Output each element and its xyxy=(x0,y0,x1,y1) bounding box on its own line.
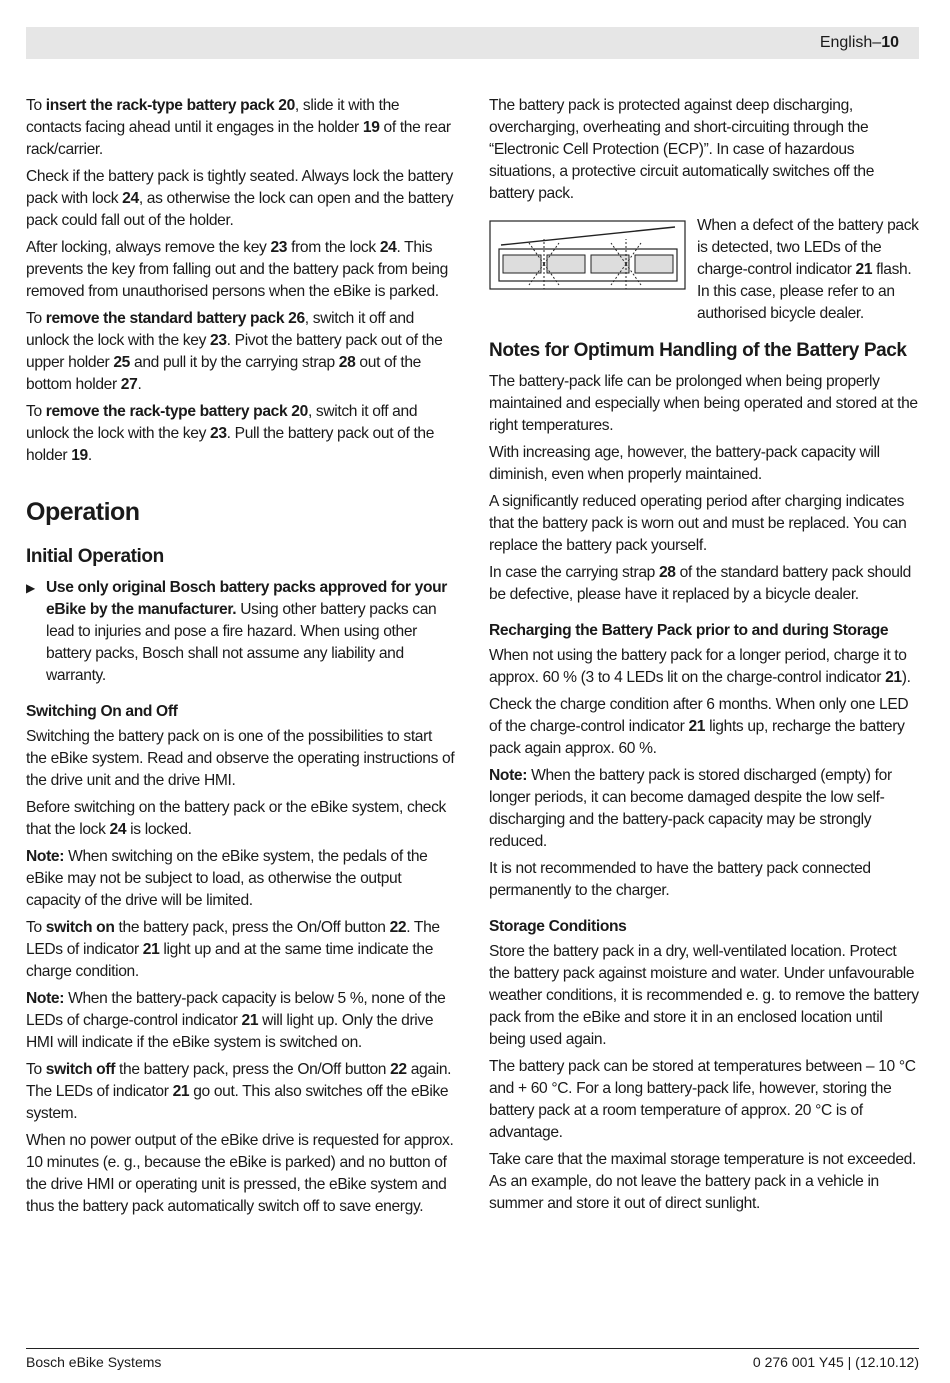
paragraph: After locking, always remove the key 23 from the lock 24. This prevents the key from falling out and the battery pack from being removed from unauthorised persons when the eBike is parked. xyxy=(26,239,448,300)
paragraph: When a defect of the battery pack is detected, two LEDs of the charge-control indicator 21 flash. In this case, please refer to an authorised bicycle dealer. xyxy=(697,217,919,322)
bullet-arrow-icon: ▶ xyxy=(26,581,35,595)
heading-recharging: Recharging the Battery Pack prior to and during Storage xyxy=(489,622,889,639)
warning-bullet: ▶ Use only original Bosch battery packs approved for your eBike by the manufacturer. Using other battery packs can lead to injuries and pose a fire hazard. When using other battery packs, Bosch shall not assume any liability and warranty. xyxy=(26,579,448,684)
paragraph: To remove the standard battery pack 26, switch it off and unlock the lock with the key 23. Pivot the battery pack out of the upper holder 25 and pull it by the carrying strap 28 out of the bottom holder 27. xyxy=(26,310,443,393)
footer-company: Bosch eBike Systems xyxy=(26,1354,162,1370)
paragraph: Before switching on the battery pack or the eBike system, check that the lock 24 is locked. xyxy=(26,799,446,838)
heading-notes: Notes for Optimum Handling of the Battery Pack xyxy=(489,340,907,361)
paragraph: To switch on the battery pack, press the On/Off button 22. The LEDs of indicator 21 light up and at the same time indicate the charge condition. xyxy=(26,919,440,980)
paragraph: A significantly reduced operating period after charging indicates that the battery pack is worn out and must be replaced. You can replace the battery pack yourself. xyxy=(489,493,907,554)
paragraph: When not using the battery pack for a longer period, charge it to approx. 60 % (3 to 4 LEDs lit on the charge-control indicator 21). xyxy=(489,647,911,686)
heading-initial-operation: Initial Operation xyxy=(26,546,164,567)
paragraph: Note: When the battery-pack capacity is below 5 %, none of the LEDs of charge-control indicator 21 will light up. Only the drive HMI will indicate if the eBike system is switched on. xyxy=(26,990,446,1051)
paragraph: The battery pack is protected against deep discharging, overcharging, overheating and short-circuiting through the “Electronic Cell Protection (ECP)”. In case of hazardous situations, a protective circuit automatically switches off the battery pack. xyxy=(489,97,875,202)
page-number: 10 xyxy=(881,34,899,51)
paragraph: To insert the rack-type battery pack 20, slide it with the contacts facing ahead until it engages in the holder 19 of the rear rack/carrier. xyxy=(26,97,451,158)
paragraph: Check if the battery pack is tightly seated. Always lock the battery pack with lock 24, as otherwise the lock can open and the battery pack could fall out of the holder. xyxy=(26,168,454,229)
left-column xyxy=(26,95,456,1223)
paragraph: Take care that the maximal storage temperature is not exceeded. As an example, do not leave the battery pack in a vehicle in summer and store it out of direct sunlight. xyxy=(489,1151,916,1212)
paragraph: In case the carrying strap 28 of the standard battery pack should be defective, please have it replaced by a bicycle dealer. xyxy=(489,564,911,603)
paragraph: The battery pack can be stored at temperatures between – 10 °C and + 60 °C. For a long battery-pack life, however, storing the battery pack at a room temperature of approx. 20 °C is of advantage. xyxy=(489,1058,916,1141)
right-column xyxy=(489,95,920,1220)
paragraph: When no power output of the eBike drive is requested for approx. 10 minutes (e. g., because the eBike is parked) and no button of the drive HMI or operating unit is pressed, the eBike system and thus the battery pack automatically switch off to save energy. xyxy=(26,1132,454,1215)
heading-operation: Operation xyxy=(26,498,140,526)
paragraph: Note: When the battery pack is stored discharged (empty) for longer periods, it can become damaged despite the low self-discharging and the battery-pack capacity may be strongly reduced. xyxy=(489,767,892,850)
paragraph: With increasing age, however, the battery-pack capacity will diminish, even when properly maintained. xyxy=(489,444,880,483)
paragraph: To switch off the battery pack, press the On/Off button 22 again. The LEDs of indicator 21 go out. This also switches off the eBike system. xyxy=(26,1061,452,1122)
heading-switching: Switching On and Off xyxy=(26,703,178,720)
header-language: English xyxy=(819,34,873,51)
charge-indicator-led-illustration xyxy=(489,219,686,291)
paragraph: It is not recommended to have the battery pack connected permanently to the charger. xyxy=(489,860,871,899)
paragraph: Store the battery pack in a dry, well-ventilated location. Protect the battery pack against moisture and water. Under unfavourable weather conditions, it is recommended e. g. to remove the battery pack from the eBike and store it in an enclosed location until being used again. xyxy=(489,943,919,1048)
footer-divider xyxy=(26,1348,919,1349)
paragraph: Note: When switching on the eBike system, the pedals of the eBike may not be subject to load, as otherwise the output capacity of the drive will be limited. xyxy=(26,848,428,909)
heading-storage: Storage Conditions xyxy=(489,918,627,935)
paragraph: Check the charge condition after 6 months. When only one LED of the charge-control indicator 21 lights up, recharge the battery pack again approx. 60 %. xyxy=(489,696,909,757)
footer-doc-id: 0 276 001 Y45 | (12.10.12) xyxy=(752,1354,919,1370)
paragraph: Switching the battery pack on is one of the possibilities to start the eBike system. Read and observe the operating instructions of the drive unit and the drive HMI. xyxy=(26,728,455,789)
led-defect-block xyxy=(489,215,920,325)
paragraph: To remove the rack-type battery pack 20, switch it off and unlock the lock with the key 23. Pull the battery pack out of the holder 19. xyxy=(26,403,435,464)
paragraph: The battery-pack life can be prolonged when being properly maintained and especially when being operated and stored at the right temperatures. xyxy=(489,373,918,434)
page-header: English–10 xyxy=(26,27,919,59)
